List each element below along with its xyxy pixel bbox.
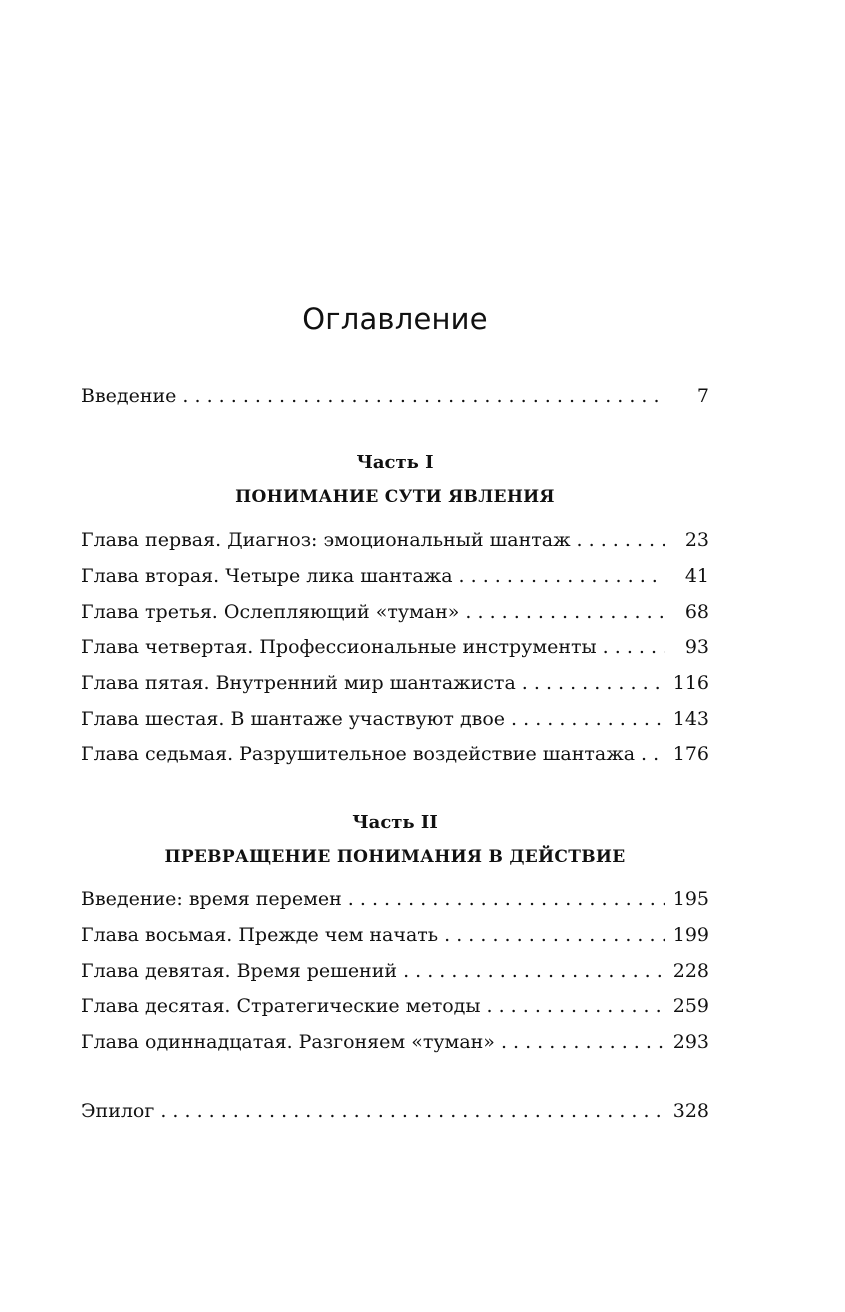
toc-entry-chapter-4[interactable] [81,633,709,661]
toc-entry-chapter-11[interactable] [81,1028,709,1056]
toc-entry-page: 195 [672,888,709,910]
dot-leader [641,740,665,768]
part-1-label: Часть I [356,452,434,473]
dot-leader [501,1028,665,1056]
toc-entry-page: 228 [672,960,709,982]
toc-entry-chapter-2[interactable] [81,562,709,590]
toc-entry-chapter-10[interactable] [81,992,709,1020]
toc-entry-title: Глава девятая. Время решений [81,960,398,982]
toc-entry-chapter-3[interactable] [81,598,709,626]
dot-leader [522,669,665,697]
toc-entry-title: Эпилог [81,1100,155,1122]
dot-leader [465,598,665,626]
toc-entry-title: Глава восьмая. Прежде чем начать [81,924,439,946]
dot-leader [511,705,665,733]
part-2-heading: ПРЕВРАЩЕНИЕ ПОНИМАНИЯ В ДЕЙСТВИЕ [164,847,626,867]
toc-entry-page: 68 [684,601,709,623]
toc-entry-title: Глава четвертая. Профессиональные инструменты [81,636,597,658]
dot-leader [160,1097,665,1125]
toc-entry-title: Введение [81,385,177,407]
toc-entry-chapter-6[interactable] [81,705,709,733]
toc-entry-title: Глава вторая. Четыре лика шантажа [81,565,453,587]
toc-entry-page: 7 [696,385,709,407]
page-title: Оглавление [302,302,488,336]
toc-entry-chapter-1[interactable] [81,526,709,554]
toc-entry-page: 116 [672,672,709,694]
toc-entry-page: 176 [672,743,709,765]
toc-entry-page: 293 [672,1031,709,1053]
toc-entry-page: 259 [672,995,709,1017]
toc-entry-page: 328 [672,1100,709,1122]
toc-entry-title: Глава шестая. В шантаже участвуют двое [81,708,506,730]
toc-entry-page: 41 [684,565,709,587]
toc-entry-title: Глава третья. Ослепляющий «туман» [81,601,460,623]
dot-leader [403,957,665,985]
toc-entry-intro[interactable] [81,382,709,410]
part-1-heading: ПОНИМАНИЕ СУТИ ЯВЛЕНИЯ [235,487,555,507]
dot-leader [459,562,665,590]
toc-entry-page: 143 [672,708,709,730]
dot-leader [182,382,665,410]
dot-leader [487,992,666,1020]
toc-entry-page: 23 [684,529,709,551]
dot-leader [444,921,665,949]
toc-entry-chapter-9[interactable] [81,957,709,985]
toc-entry-page: 93 [684,636,709,658]
dot-leader [603,633,665,661]
toc-entry-title: Глава пятая. Внутренний мир шантажиста [81,672,516,694]
toc-entry-title: Введение: время перемен [81,888,342,910]
toc-entry-part2-intro[interactable] [81,885,709,913]
toc-entry-page: 199 [672,924,709,946]
toc-entry-title: Глава седьмая. Разрушительное воздействие шантажа [81,743,636,765]
dot-leader [348,885,665,913]
toc-entry-title: Глава десятая. Стратегические методы [81,995,481,1017]
toc-entry-chapter-5[interactable] [81,669,709,697]
toc-entry-chapter-7[interactable] [81,740,709,768]
part-2-label: Часть II [352,812,438,833]
toc-entry-title: Глава первая. Диагноз: эмоциональный шантаж [81,529,571,551]
toc-entry-epilogue[interactable] [81,1097,709,1125]
dot-leader [577,526,665,554]
toc-entry-chapter-8[interactable] [81,921,709,949]
toc-entry-title: Глава одиннадцатая. Разгоняем «туман» [81,1031,495,1053]
